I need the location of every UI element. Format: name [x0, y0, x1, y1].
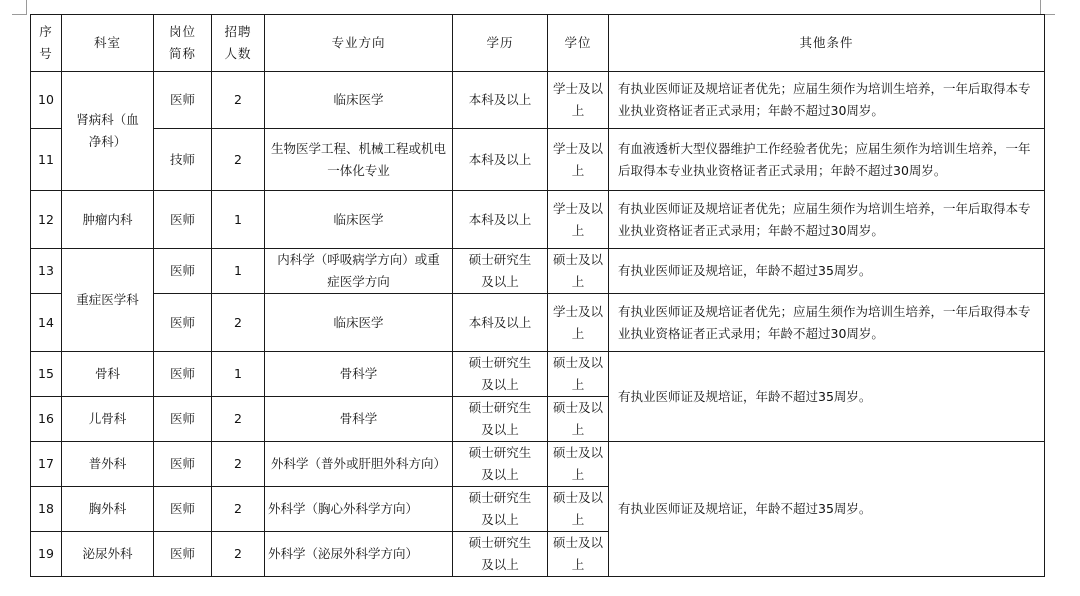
cell-degree: 学士及以上 — [548, 294, 609, 352]
table-header-row — [31, 15, 1045, 72]
cell-edu: 硕士研究生及以上 — [453, 249, 548, 294]
cell-major: 临床医学 — [265, 72, 453, 129]
cell-major: 临床医学 — [265, 191, 453, 249]
cell-post: 医师 — [154, 532, 212, 577]
cell-seq: 17 — [31, 442, 62, 487]
cell-dept: 普外科 — [62, 442, 154, 487]
cell-degree: 硕士及以上 — [548, 352, 609, 397]
cell-edu: 本科及以上 — [453, 294, 548, 352]
cell-post: 医师 — [154, 294, 212, 352]
cell-count: 2 — [212, 397, 265, 442]
table-row — [31, 294, 1045, 352]
cell-degree: 硕士及以上 — [548, 249, 609, 294]
header-cond: 其他条件 — [609, 15, 1045, 72]
cell-cond: 有执业医师证及规培证，年龄不超过35周岁。 — [609, 352, 1045, 442]
recruitment-table — [30, 14, 1045, 577]
cell-count: 1 — [212, 249, 265, 294]
table-row — [31, 72, 1045, 129]
cell-edu: 本科及以上 — [453, 129, 548, 191]
cell-post: 医师 — [154, 397, 212, 442]
cell-cond: 有血液透析大型仪器维护工作经验者优先；应届生须作为培训生培养，一年后取得本专业执业资格证者正式录用；年龄不超过30周岁。 — [609, 129, 1045, 191]
cell-dept: 儿骨科 — [62, 397, 154, 442]
cell-seq: 18 — [31, 487, 62, 532]
cell-edu: 硕士研究生及以上 — [453, 442, 548, 487]
cell-seq: 10 — [31, 72, 62, 129]
cell-major: 内科学（呼吸病学方向）或重症医学方向 — [265, 249, 453, 294]
cell-post: 医师 — [154, 352, 212, 397]
cell-post: 医师 — [154, 442, 212, 487]
cell-seq: 19 — [31, 532, 62, 577]
cell-major: 临床医学 — [265, 294, 453, 352]
cell-major: 外科学（泌尿外科学方向） — [265, 532, 453, 577]
cell-edu: 本科及以上 — [453, 72, 548, 129]
cell-seq: 14 — [31, 294, 62, 352]
header-edu: 学历 — [453, 15, 548, 72]
cell-edu: 本科及以上 — [453, 191, 548, 249]
cell-major: 外科学（普外或肝胆外科方向） — [265, 442, 453, 487]
cell-dept: 泌尿外科 — [62, 532, 154, 577]
cell-seq: 16 — [31, 397, 62, 442]
cell-dept: 骨科 — [62, 352, 154, 397]
cell-cond: 有执业医师证及规培证者优先；应届生须作为培训生培养，一年后取得本专业执业资格证者正式录用；年龄不超过30周岁。 — [609, 294, 1045, 352]
cell-edu: 硕士研究生及以上 — [453, 532, 548, 577]
cell-dept: 重症医学科 — [62, 249, 154, 352]
cell-count: 2 — [212, 72, 265, 129]
header-degree: 学位 — [548, 15, 609, 72]
cell-major: 外科学（胸心外科学方向） — [265, 487, 453, 532]
cell-count: 2 — [212, 487, 265, 532]
cell-degree: 硕士及以上 — [548, 532, 609, 577]
cell-count: 1 — [212, 191, 265, 249]
cell-cond: 有执业医师证及规培证，年龄不超过35周岁。 — [609, 442, 1045, 577]
header-major: 专业方向 — [265, 15, 453, 72]
cell-post: 技师 — [154, 129, 212, 191]
table-row — [31, 442, 1045, 487]
cell-count: 1 — [212, 352, 265, 397]
cell-post: 医师 — [154, 249, 212, 294]
table-row — [31, 191, 1045, 249]
cell-degree: 学士及以上 — [548, 191, 609, 249]
cell-degree: 硕士及以上 — [548, 397, 609, 442]
cell-dept: 肿瘤内科 — [62, 191, 154, 249]
cell-degree: 硕士及以上 — [548, 442, 609, 487]
header-count: 招聘人数 — [212, 15, 265, 72]
cell-count: 2 — [212, 294, 265, 352]
cell-post: 医师 — [154, 191, 212, 249]
crop-mark-top-right — [1040, 0, 1055, 15]
cell-degree: 硕士及以上 — [548, 487, 609, 532]
cell-seq: 11 — [31, 129, 62, 191]
header-seq: 序号 — [31, 15, 62, 72]
cell-degree: 学士及以上 — [548, 72, 609, 129]
cell-degree: 学士及以上 — [548, 129, 609, 191]
cell-post: 医师 — [154, 487, 212, 532]
header-post: 岗位简称 — [154, 15, 212, 72]
cell-edu: 硕士研究生及以上 — [453, 397, 548, 442]
cell-edu: 硕士研究生及以上 — [453, 487, 548, 532]
cell-count: 2 — [212, 129, 265, 191]
cell-cond: 有执业医师证及规培证者优先；应届生须作为培训生培养，一年后取得本专业执业资格证者正式录用；年龄不超过30周岁。 — [609, 191, 1045, 249]
cell-count: 2 — [212, 532, 265, 577]
table-row — [31, 352, 1045, 397]
cell-count: 2 — [212, 442, 265, 487]
cell-cond: 有执业医师证及规培证，年龄不超过35周岁。 — [609, 249, 1045, 294]
table-row — [31, 249, 1045, 294]
cell-seq: 15 — [31, 352, 62, 397]
crop-mark-top-left — [12, 0, 27, 15]
cell-seq: 13 — [31, 249, 62, 294]
cell-post: 医师 — [154, 72, 212, 129]
cell-major: 骨科学 — [265, 352, 453, 397]
cell-dept: 胸外科 — [62, 487, 154, 532]
cell-major: 骨科学 — [265, 397, 453, 442]
cell-major: 生物医学工程、机械工程或机电一体化专业 — [265, 129, 453, 191]
header-dept: 科室 — [62, 15, 154, 72]
cell-cond: 有执业医师证及规培证者优先；应届生须作为培训生培养，一年后取得本专业执业资格证者正式录用；年龄不超过30周岁。 — [609, 72, 1045, 129]
cell-seq: 12 — [31, 191, 62, 249]
table-row — [31, 129, 1045, 191]
cell-edu: 硕士研究生及以上 — [453, 352, 548, 397]
cell-dept: 肾病科（血净科） — [62, 72, 154, 191]
